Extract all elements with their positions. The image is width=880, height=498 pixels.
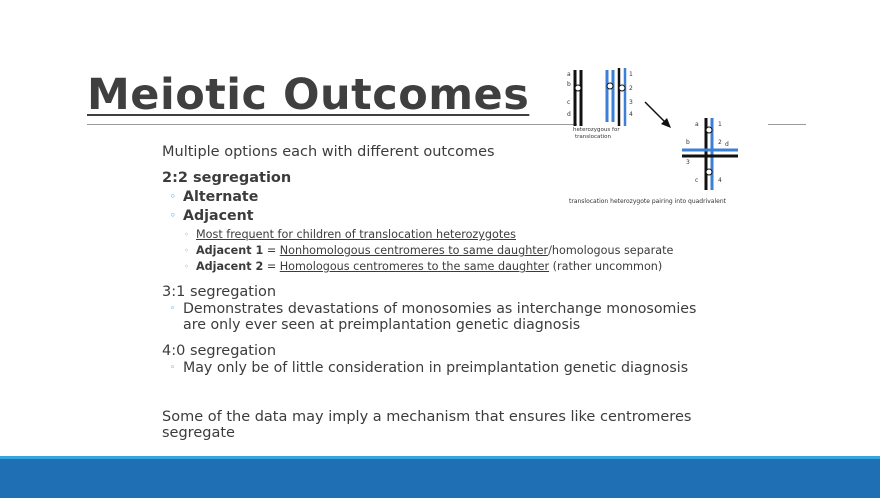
list-item-alternate: ◦ Alternate	[170, 189, 259, 205]
figure-label-1: 1	[629, 71, 633, 78]
circle-bullet-icon: ◦	[170, 192, 176, 202]
figure-caption-top-1: heterozygous for	[573, 127, 620, 133]
circle-bullet-icon: ◦	[170, 304, 176, 314]
list-item-4-0: ◦ May only be of little consideration in preimplantation genetic diagnosis	[170, 360, 689, 376]
list-item-adjacent-1: ◦ Adjacent 1 = Nonhomologous centromeres to same daughter/homologous separate	[184, 244, 674, 257]
circle-bullet-icon: ◦	[184, 230, 189, 239]
circle-bullet-icon: ◦	[184, 262, 189, 271]
link-most-frequent[interactable]: Most frequent for children of translocation heterozygotes	[196, 228, 516, 241]
svg-text:1: 1	[718, 121, 722, 128]
circle-bullet-icon: ◦	[170, 211, 176, 221]
translocation-chromosomes	[567, 68, 633, 140]
link-homologous[interactable]: Homologous centromeres to the same daughter	[279, 260, 550, 273]
circle-bullet-icon: ◦	[170, 363, 176, 373]
section-heading-4-0: 4:0 segregation	[162, 343, 277, 359]
figure-label-b: b	[567, 81, 571, 88]
arrow-icon	[645, 102, 671, 128]
footer-bar	[0, 456, 880, 498]
svg-text:c: c	[695, 177, 699, 184]
intro-text: Multiple options each with different outcomes	[162, 144, 495, 160]
figure-label-c: c	[567, 99, 571, 106]
slide-title: Meiotic Outcomes	[87, 70, 530, 120]
list-item-adjacent: ◦ Adjacent	[170, 208, 254, 224]
figure-caption-top-2: translocation	[575, 134, 611, 140]
section-heading-2-2: 2:2 segregation	[162, 170, 292, 186]
quadrivalent-diagram	[555, 64, 780, 209]
figure-label-3: 3	[629, 99, 633, 106]
figure-caption-bottom: translocation heterozygote pairing into quadrivalent	[569, 198, 726, 205]
svg-text:a: a	[695, 121, 699, 128]
quadrivalent-cross	[682, 118, 738, 190]
list-item-adjacent-2: ◦ Adjacent 2 = Homologous centromeres to the same daughter (rather uncommon)	[184, 260, 663, 273]
svg-text:3: 3	[686, 159, 690, 166]
closing-text: Some of the data may imply a mechanism that ensures like centromeres segregate	[162, 409, 692, 441]
figure-label-a: a	[567, 71, 571, 78]
list-item-3-1: ◦ Demonstrates devastations of monosomies as interchange monosomies are only ever seen at preimplantation genetic diagnosis	[170, 301, 697, 333]
link-nonhomologous[interactable]: Nonhomologous centromeres to same daughter	[279, 244, 549, 257]
list-item-most-frequent	[162, 227, 722, 243]
svg-text:d: d	[725, 141, 729, 148]
section-heading-3-1: 3:1 segregation	[162, 284, 277, 300]
svg-text:2: 2	[718, 139, 722, 146]
svg-text:b: b	[686, 139, 690, 146]
title-divider	[87, 124, 577, 125]
figure-label-4: 4	[629, 111, 633, 118]
figure-label-2: 2	[629, 85, 633, 92]
circle-bullet-icon: ◦	[184, 246, 189, 255]
figure-label-d: d	[567, 111, 571, 118]
svg-text:4: 4	[718, 177, 722, 184]
